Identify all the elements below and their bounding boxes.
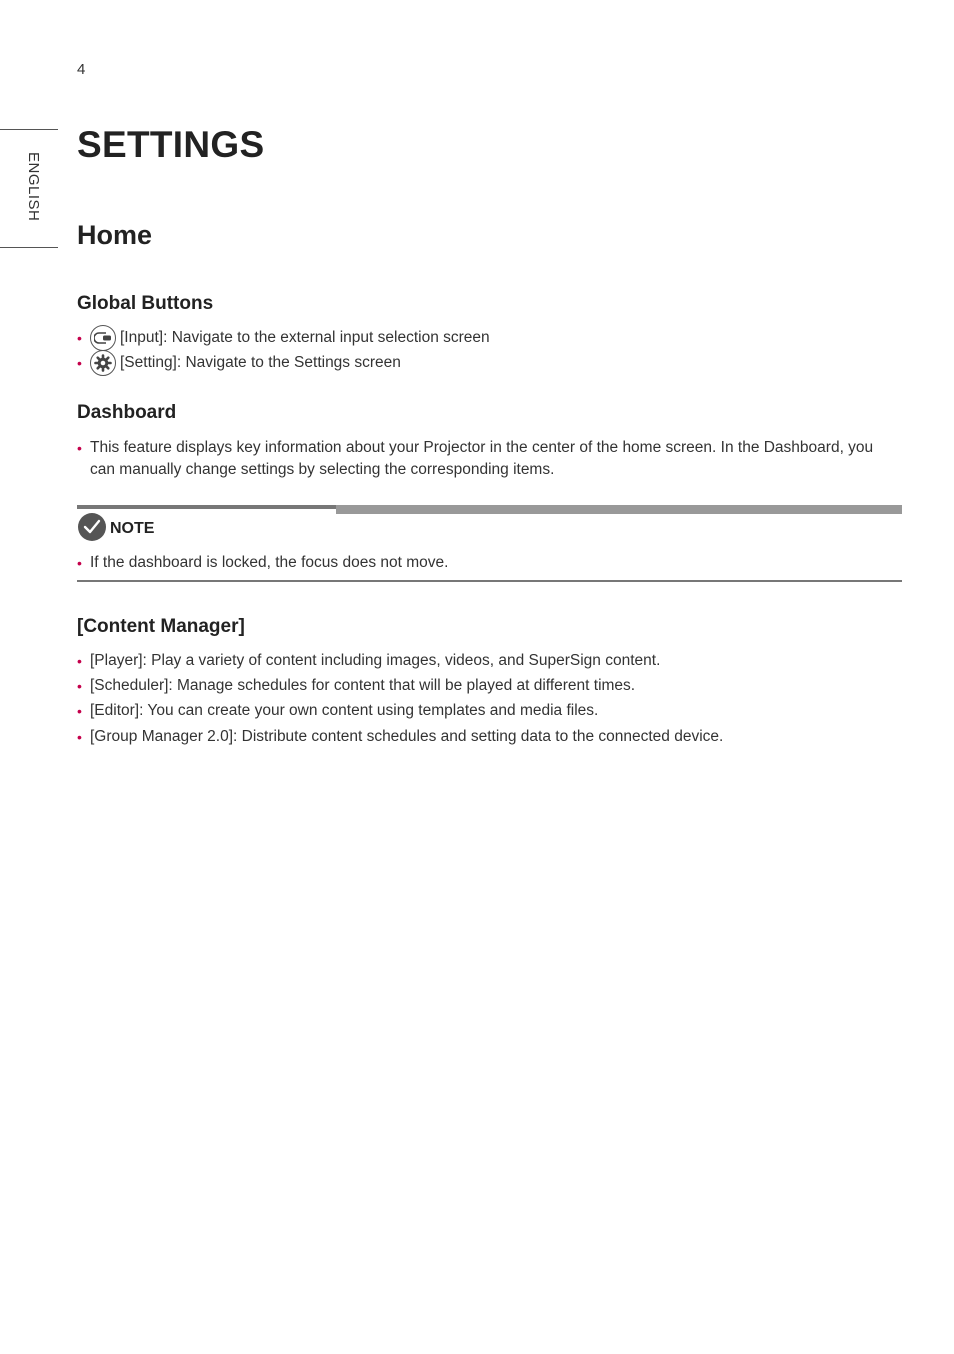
bullet: • <box>77 555 82 571</box>
gear-icon <box>90 350 116 376</box>
global-buttons-heading: Global Buttons <box>77 293 214 314</box>
scheduler-item-text: [Scheduler]: Manage schedules for content that will be played at different times. <box>90 677 636 694</box>
bullet: • <box>77 703 82 719</box>
note-label: NOTE <box>110 520 155 537</box>
input-icon <box>90 325 116 351</box>
dashboard-description <box>77 437 897 481</box>
bullet: • <box>77 678 82 694</box>
list-item-player <box>77 650 660 672</box>
page-title: SETTINGS <box>77 124 265 165</box>
bullet: • <box>77 729 82 745</box>
list-item-setting <box>77 350 401 376</box>
list-item-group-manager <box>77 726 723 748</box>
content-manager-heading: [Content Manager] <box>77 616 245 637</box>
bullet: • <box>77 653 82 669</box>
dashboard-heading: Dashboard <box>77 402 177 423</box>
list-item-scheduler <box>77 675 635 697</box>
bullet: • <box>77 330 82 346</box>
language-tab-label: ENGLISH <box>25 152 42 222</box>
section-title: Home <box>77 220 153 250</box>
note-text: If the dashboard is locked, the focus does not move. <box>90 554 449 571</box>
editor-item-text: [Editor]: You can create your own content using templates and media files. <box>90 702 599 719</box>
group-manager-item-text: [Group Manager 2.0]: Distribute content schedules and setting data to the connected device. <box>90 728 724 745</box>
dashboard-text: This feature displays key information about your Projector in the center of the home screen. In the Dashboard, you can manually change settings by selecting the corresponding items. <box>90 439 874 478</box>
note-bottom-rule <box>77 580 902 582</box>
bullet: • <box>77 355 82 371</box>
input-item-text: [Input]: Navigate to the external input selection screen <box>120 329 490 346</box>
player-item-text: [Player]: Play a variety of content including images, videos, and SuperSign content. <box>90 652 661 669</box>
list-item-input <box>77 325 490 351</box>
checkmark-icon <box>78 513 106 541</box>
setting-item-text: [Setting]: Navigate to the Settings screen <box>120 354 401 371</box>
page-number: 4 <box>77 61 86 78</box>
note-divider <box>77 505 336 509</box>
note-item <box>77 552 448 574</box>
list-item-editor <box>77 700 598 722</box>
note-divider-accent <box>336 505 902 514</box>
bullet: • <box>77 440 82 456</box>
